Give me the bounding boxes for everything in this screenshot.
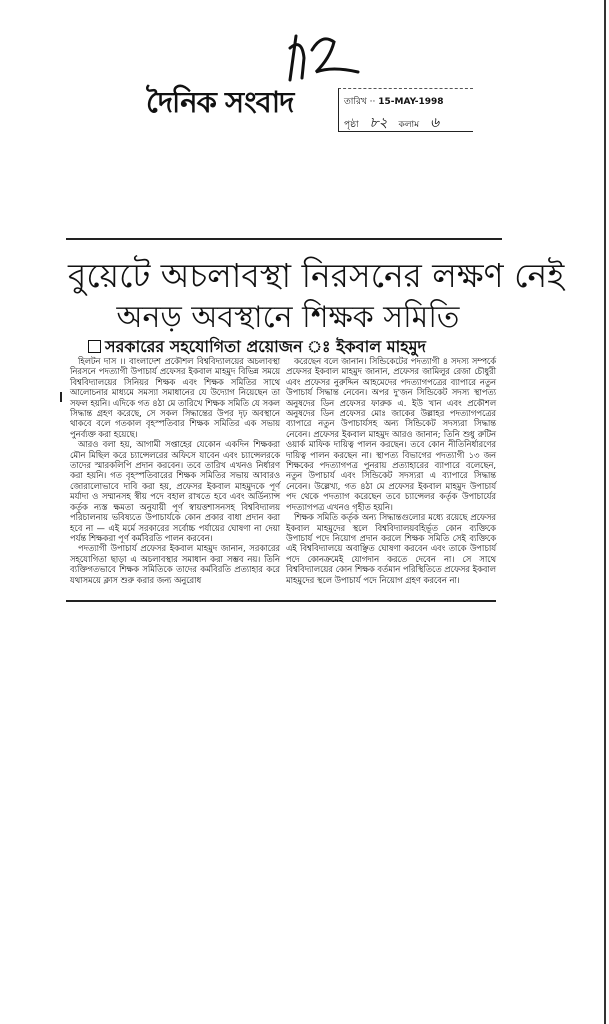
headline-line-1: বুয়েটে অচলাবস্থা নিরসনের লক্ষণ নেই — [68, 256, 565, 295]
page-label: পৃষ্ঠা — [344, 120, 359, 130]
paragraph: পদত্যাগী উপাচার্য প্রফেসর ইকবাল মাহমুদ জানান, সরকারের সহযোগিতা ছাড়া এ অচলাবস্থার সমাধান করা সম্ভব নয়। তিনি ব্যক্তিগতভাবে শিক্ষক সমিতিকে তাদের কর্মবিরতি প্রত্যাহার করে যথাসময়ে ক্লাস শুরু করার জন্য অনুরোধ — [70, 543, 280, 585]
headline-line-2: অনড় অবস্থানে শিক্ষক সমিতি — [116, 300, 460, 335]
column-value: ৬ — [430, 115, 440, 131]
paragraph: করেছেন বলে জানান। সিন্ডিকেটের পদত্যাগী ৪ সদস্য সম্পর্কে প্রফেসর ইকবাল মাহমুদ জানান, প্রফেসর জামিলুর রেজা চৌধুরী এবং প্রফেসর নুরুদ্দিন আহমেদের পদত্যাগপত্রের ব্যাপারে নতুন উপাচার্য সিদ্ধান্ত নেবেন। অপর দু'জন সিন্ডিকেট সদস্য স্থাপত্য অনুষদের ডিন প্রফেসর ফারুক এ. ইউ খান এবং প্রকৌশল অনুষদের ডিন প্রফেসর মোঃ জাকের উল্লাহর পদত্যাগপত্রের ব্যাপারে নতুন উপাচার্যসহ অন্য সিন্ডিকেট সদস্যরা সিদ্ধান্ত নেবেন। প্রফেসর ইকবাল মাহমুদ আরও জানান; তিনি শুধু রুটিন ওয়ার্ক মাফিক দায়িত্ব পালন করছেন। তবে কোন নীতিনির্ধারণের দায়িত্ব পালন করছেন না। স্থাপত্য বিভাগের পদত্যাগী ১৩ জন শিক্ষকের পদত্যাগপত্র পুনরায় প্রত্যাহারের ব্যাপারে বলেছেন, নতুন উপাচার্য এবং সিন্ডিকেট সদস্যরা এ ব্যাপারে সিদ্ধান্ত নেবেন। উল্লেখ্য, গত ৪ঠা মে প্রফেসর ইকবাল মাহমুদ উপাচার্য পদ থেকে পদত্যাগ করেছেন তবে চ্যান্সেলর কর্তৃক উপাচার্যের পদত্যাগপত্র এখনও গৃহীত হয়নি। — [286, 356, 496, 512]
checkbox-bullet-icon — [88, 340, 101, 353]
page-value: ৮২ — [369, 115, 388, 131]
bottom-rule — [66, 600, 496, 602]
date-stamp: তারিখ ·· 15-MAY-1998 পৃষ্ঠা ৮২ কলাম ৬ — [338, 88, 473, 132]
subheadline-text: সরকারের সহযোগিতা প্রয়োজন ঃ ইকবাল মাহমুদ — [105, 337, 426, 356]
scan-edge — [604, 0, 606, 1024]
date-label: তারিখ — [344, 97, 367, 107]
paragraph: আরও বলা হয়, আগামী সপ্তাহের যেকোন একদিন শিক্ষকরা মৌন মিছিল করে চ্যান্সেলরের অফিসে যাবেন এবং চ্যান্সেলরকে তাদের স্মারকলিপি প্রদান করবেন। তবে তারিখ এখনও নির্ধারণ করা হয়নি। গত বৃহস্পতিবারের শিক্ষক সমিতির সভায় আবারও জোরালোভাবে দাবি করা হয়, প্রফেসর ইকবাল মাহমুদকে পূর্ণ মর্যাদা ও সম্মানসহ স্বীয় পদে বহাল রাখতে হবে এবং অর্ডিন্যান্স কর্তৃক ন্যস্ত ক্ষমতা অনুযায়ী পূর্ণ স্বায়ত্তশাসনসহ বিশ্ববিদ্যালয় পরিচালনায় ভবিষ্যতে উপাচার্যকে কোন প্রকার বাধা প্রদান করা হবে না — এই মর্মে সরকারের সর্বোচ্চ পর্যায়ের ঘোষণা না দেয়া পর্যন্ত শিক্ষকরা পূর্ণ কর্মবিরতি পালন করবেন। — [70, 439, 280, 543]
date-value: 15-MAY-1998 — [378, 97, 444, 107]
article-column-left — [70, 356, 280, 585]
paragraph: শিক্ষক সমিতি কর্তৃক অন্য সিদ্ধান্তগুলোর মধ্যে রয়েছে প্রফেসর ইকবাল মাহমুদের স্থলে বিশ্ববিদ্যালয়বহির্ভূত কোন ব্যক্তিকে উপাচার্য পদে নিয়োগ প্রদান করলে শিক্ষক সমিতি সেই ব্যক্তিকে এই বিশ্ববিদ্যালয়ে অবাঞ্ছিত ঘোষণা করবেন এবং তাকে উপাচার্য পদে কোনক্রমেই যোগদান করতে দেবেন না। সে সাথে বিশ্ববিদ্যালয়ের কোন শিক্ষক বর্তমান পরিস্থিতিতে প্রফেসর ইকবাল মাহমুদের স্থলে উপাচার্য পদে নিয়োগ গ্রহণ করবেন না। — [286, 512, 496, 585]
article-column-right — [286, 356, 496, 585]
margin-mark — [60, 392, 62, 402]
paragraph: হিলটন দাস ।। বাংলাদেশ প্রকৌশল বিশ্ববিদ্যালয়ের অচলাবস্থা নিরসনে পদত্যাগী উপাচার্য প্রফেসর ইকবাল মাহমুদ বিভিন্ন সময়ে বিশ্ববিদ্যালয়ের সিনিয়র শিক্ষক এবং শিক্ষক সমিতির সাথে আলোচনার মাধ্যমে সমস্যা সমাধানের যে উদ্যোগ নিয়েছেন তা সফল হয়নি। এদিকে গত ৪ঠা মে তারিখে শিক্ষক সমিতি যে সকল সিদ্ধান্ত গ্রহণ করেছে, সে সকল সিদ্ধান্তের উপর দৃঢ় অবস্থানে থাকবে বলে গতকাল বৃহস্পতিবার শিক্ষক সমিতির এক সভায় পুনর্ব্যক্ত করা হয়েছে। — [70, 356, 280, 439]
top-rule — [66, 238, 502, 240]
handwritten-page-mark — [282, 28, 362, 88]
column-label: কলাম — [398, 120, 420, 130]
newspaper-masthead: দৈনিক সংবাদ — [146, 85, 294, 119]
